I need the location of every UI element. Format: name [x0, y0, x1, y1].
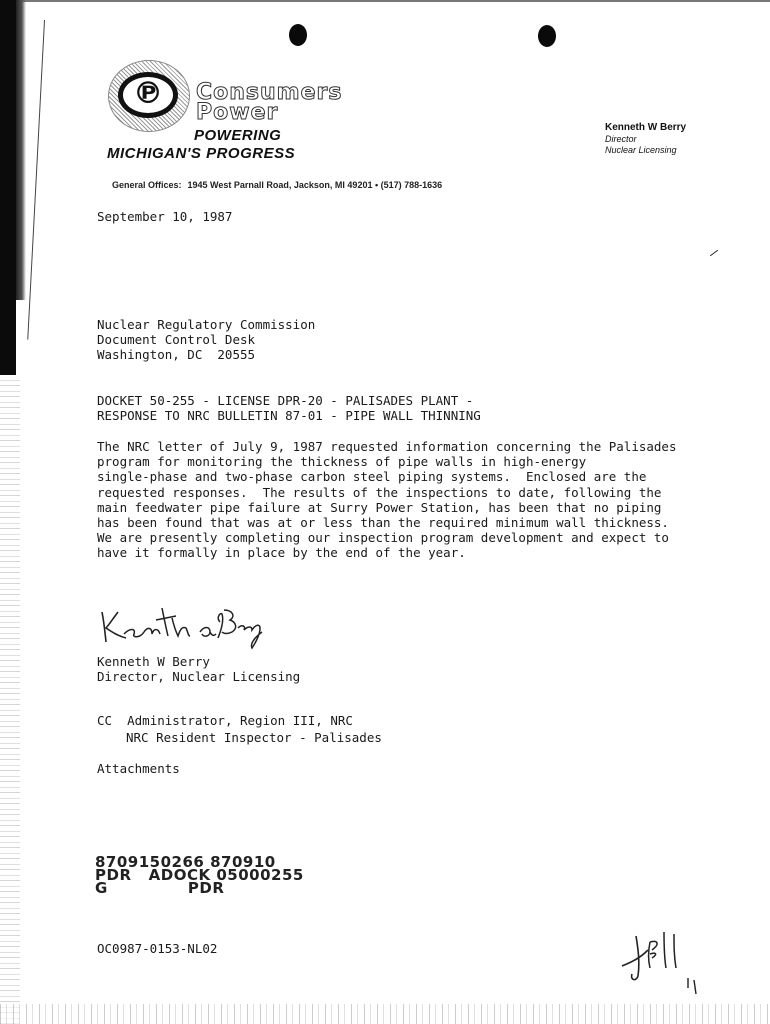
signature-block — [97, 654, 300, 684]
scan-edge-line — [27, 20, 45, 340]
subject-line — [97, 393, 481, 423]
handwritten-initials — [618, 928, 698, 1000]
recipient-line-1: Nuclear Regulatory Commission — [97, 317, 316, 332]
general-offices-line — [112, 180, 442, 190]
cc-recipient-1: Administrator, Region III, NRC — [127, 713, 353, 728]
scan-top-edge — [0, 0, 770, 2]
brand-name-line-2: Power — [196, 100, 279, 125]
cc-line — [97, 713, 353, 728]
attachments-label: Attachments — [97, 761, 180, 776]
logo-cp-mark: ℗ — [118, 72, 178, 118]
brand-name-line-1: Consumers — [196, 80, 343, 105]
scan-bottom-noise — [0, 1004, 770, 1024]
body-line: have it formally in place by the end of the year. — [97, 545, 466, 561]
company-logo — [108, 60, 192, 134]
signer-name: Kenneth W Berry — [97, 654, 210, 669]
signer-title: Director, Nuclear Licensing — [97, 669, 301, 685]
stray-pen-mark — [710, 250, 718, 256]
tagline-michigans-progress: MICHIGAN'S PROGRESS — [107, 145, 296, 162]
scan-left-shadow-fade — [16, 0, 26, 300]
body-line: We are presently completing our inspection program development and expect to — [97, 530, 669, 546]
cc-label: CC — [97, 713, 113, 728]
handwritten-signature — [96, 598, 276, 654]
stamp-line-2: PDR ADOCK 05000255 — [95, 866, 304, 884]
punch-hole — [289, 24, 307, 46]
recipient-line-3: Washington, DC 20555 — [97, 347, 256, 363]
body-line: The NRC letter of July 9, 1987 requested information concerning the Palisades — [97, 439, 677, 454]
body-line: main feedwater pipe failure at Surry Power Station, has been that no piping — [97, 499, 662, 515]
offices-label: General Offices: — [112, 180, 182, 190]
body-line: program for monitoring the thickness of pipe walls in high-energy — [97, 454, 587, 470]
body-line: single-phase and two-phase carbon steel piping systems. Enclosed are the — [97, 469, 647, 485]
scan-left-shadow — [0, 0, 16, 375]
recipient-line-2: Document Control Desk — [97, 332, 256, 348]
offices-address: 1945 West Parnall Road, Jackson, MI 49201 • (517) 788-1636 — [187, 180, 443, 190]
scan-left-noise — [0, 375, 20, 1024]
body-line: requested responses. The results of the inspections to date, following the — [97, 484, 662, 500]
tagline-powering: POWERING — [194, 127, 282, 144]
stamp-line-1: 8709150266 870910 — [95, 853, 276, 871]
subject-line-2: RESPONSE TO NRC BULLETIN 87-01 - PIPE WALL THINNING — [97, 408, 481, 424]
body-line: has been found that was at or less than the required minimum wall thickness. — [97, 515, 669, 531]
body-paragraph — [97, 439, 676, 561]
punch-hole — [538, 25, 556, 47]
sender-title: Director — [605, 134, 637, 144]
sender-department: Nuclear Licensing — [605, 145, 677, 155]
cc-recipient-2: NRC Resident Inspector - Palisades — [126, 730, 382, 745]
recipient-address — [97, 317, 315, 363]
docket-stamp — [95, 853, 304, 897]
subject-line-1: DOCKET 50-255 - LICENSE DPR-20 - PALISADES PLANT - — [97, 393, 474, 408]
sender-name: Kenneth W Berry — [605, 122, 687, 133]
stamp-line-3: G PDR — [95, 879, 225, 897]
letter-date: September 10, 1987 — [97, 209, 233, 224]
sender-block — [605, 122, 686, 155]
document-reference: OC0987-0153-NL02 — [97, 941, 218, 956]
